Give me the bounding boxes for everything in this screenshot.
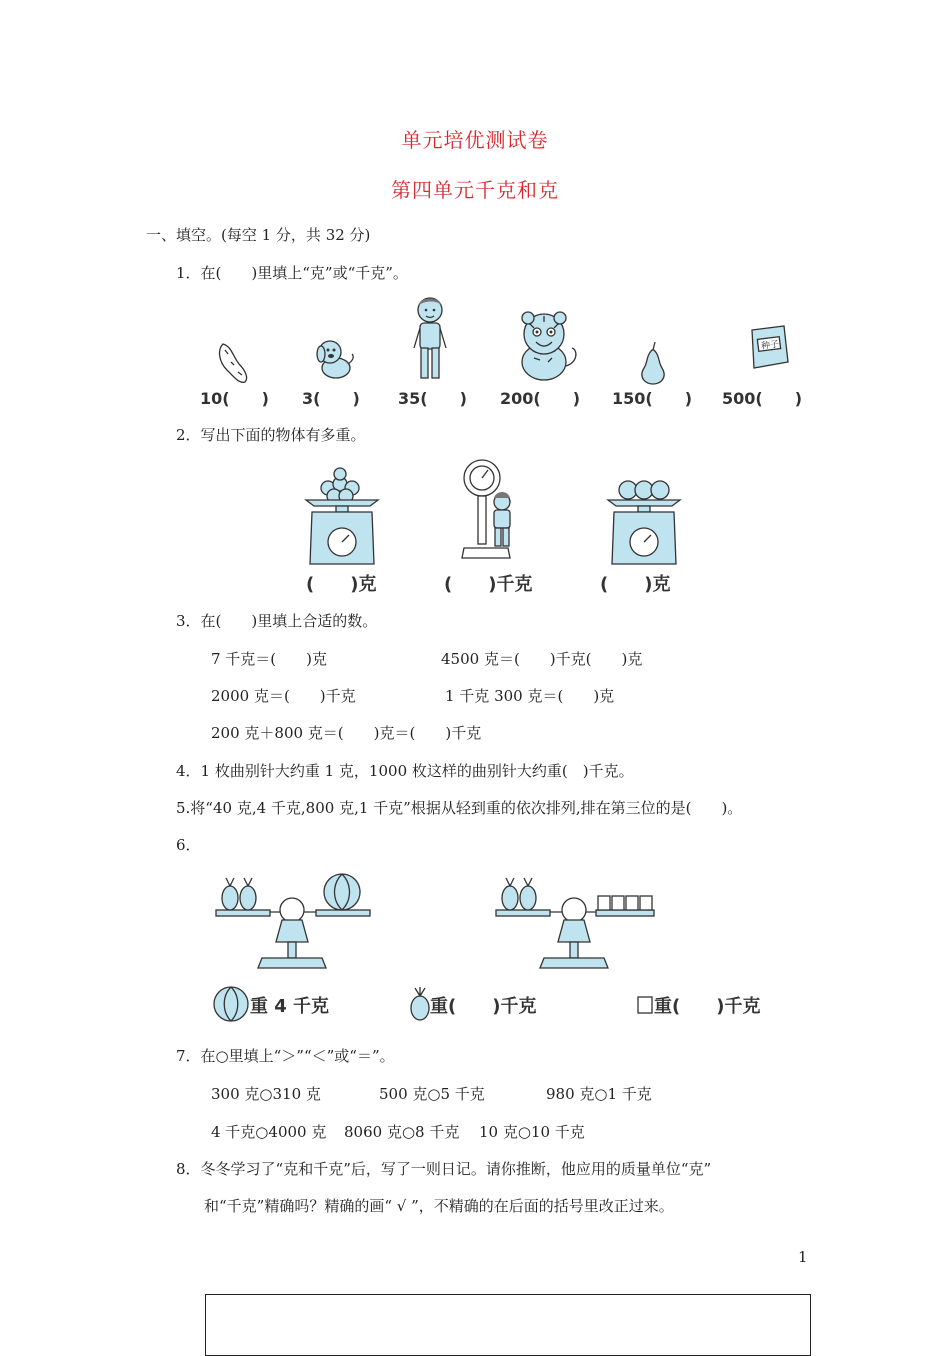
q1-blank-2[interactable]: 3( ) xyxy=(302,389,360,408)
q1-blank-3[interactable]: 35( ) xyxy=(398,389,467,408)
kitchen-scale-grapes-icon xyxy=(300,462,384,568)
q7-item-4: 4 千克○4000 克 xyxy=(211,1123,327,1141)
q7-item-5: 8060 克○8 千克 xyxy=(344,1123,460,1141)
peanut-icon xyxy=(215,340,251,388)
q2-blank-child[interactable]: ( )千克 xyxy=(444,574,533,595)
tiger-toy-icon xyxy=(506,306,582,384)
q6-watermelon-weight: 重 4 千克 xyxy=(250,996,330,1017)
box-icon xyxy=(636,994,654,1016)
question-8-line-2: 和“千克”精确吗？精确的画“ √ ”，不精确的在后面的括号里改正过来。 xyxy=(204,1197,674,1215)
section-heading: 一、填空。(每空 1 分，共 32 分) xyxy=(146,226,371,244)
q7-item-3: 980 克○1 千克 xyxy=(546,1085,652,1103)
unit-subtitle: 第四单元千克和克 xyxy=(391,178,559,202)
question-8-line-1: 8．冬冬学习了“克和千克”后，写了一则日记。请你推断，他应用的质量单位“克” xyxy=(176,1160,712,1178)
pineapple-icon xyxy=(408,986,432,1022)
q6-box-blank[interactable]: 重( )千克 xyxy=(654,996,761,1017)
seed-bag-icon xyxy=(744,322,790,372)
question-2: 2．写出下面的物体有多重。 xyxy=(176,426,366,444)
pear-icon xyxy=(636,340,670,386)
svg-text:种子: 种子 xyxy=(760,339,780,352)
watermelon-icon xyxy=(212,984,250,1024)
q1-blank-6[interactable]: 500( ) xyxy=(722,389,803,408)
question-1: 1．在( )里填上“克”或“千克”。 xyxy=(176,264,408,282)
q3-item-5: 200 克＋800 克＝( )克＝( )千克 xyxy=(211,724,482,742)
body-scale-child-icon xyxy=(458,456,522,566)
puppy-icon xyxy=(310,336,358,382)
q1-blank-1[interactable]: 10( ) xyxy=(200,389,269,408)
q3-item-2: 4500 克＝( )千克( )克 xyxy=(441,650,643,668)
q1-blank-4[interactable]: 200( ) xyxy=(500,389,581,408)
diary-box xyxy=(205,1294,811,1356)
boy-icon xyxy=(408,292,452,384)
q3-item-4: 1 千克 300 克＝( )克 xyxy=(445,687,615,705)
kitchen-scale-apples-icon xyxy=(602,470,686,568)
q6-pineapple-blank[interactable]: 重( )千克 xyxy=(430,996,537,1017)
question-5: 5.将“40 克,4 千克,800 克,1 千克”根据从轻到重的依次排列,排在第三位的是( )。 xyxy=(176,799,743,817)
q1-blank-5[interactable]: 150( ) xyxy=(612,389,693,408)
page-number: 1 xyxy=(798,1248,808,1266)
balance-pineapples-boxes-icon xyxy=(492,864,660,976)
q7-item-2: 500 克○5 千克 xyxy=(379,1085,485,1103)
q3-item-1: 7 千克＝( )克 xyxy=(211,650,328,668)
q7-item-1: 300 克○310 克 xyxy=(211,1085,321,1103)
q7-item-6: 10 克○10 千克 xyxy=(479,1123,585,1141)
q3-item-3: 2000 克＝( )千克 xyxy=(211,687,356,705)
question-7: 7．在○里填上“＞”“＜”或“＝”。 xyxy=(176,1047,395,1065)
question-6: 6． xyxy=(176,836,201,854)
question-4: 4．1 枚曲别针大约重 1 克，1000 枚这样的曲别针大约重( )千克。 xyxy=(176,762,634,780)
page-title: 单元培优测试卷 xyxy=(401,128,549,152)
question-3: 3．在( )里填上合适的数。 xyxy=(176,612,378,630)
q2-blank-grapes[interactable]: ( )克 xyxy=(306,574,377,595)
q2-blank-apples[interactable]: ( )克 xyxy=(600,574,671,595)
balance-pineapples-watermelon-icon xyxy=(212,864,372,976)
